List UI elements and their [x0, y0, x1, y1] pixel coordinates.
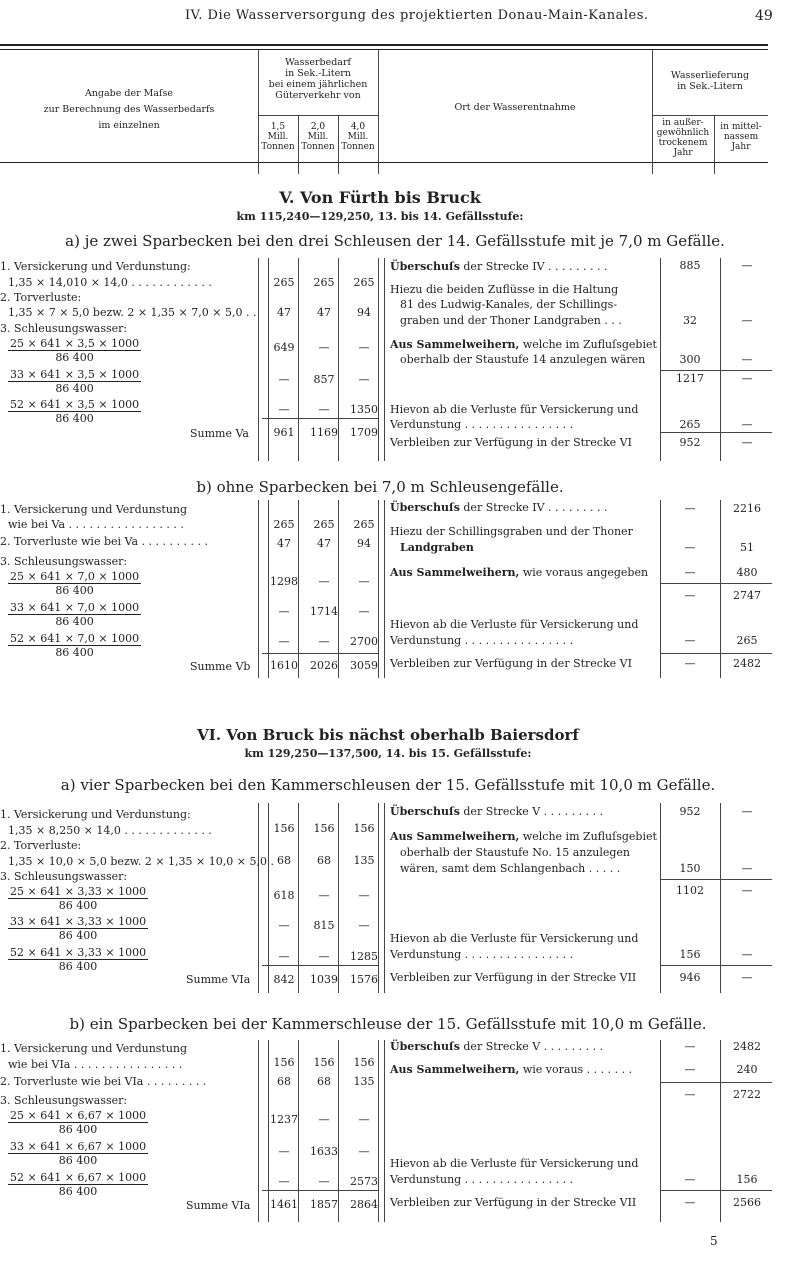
cell: 156	[353, 1056, 375, 1069]
cell: 1298	[270, 575, 298, 588]
cell: —	[358, 919, 370, 932]
va-frac-3	[8, 398, 141, 425]
cell: 618	[273, 889, 295, 902]
hdr-text: 2,0	[310, 122, 326, 132]
cell: 1285	[350, 950, 378, 963]
lief: 156	[679, 948, 701, 961]
va-right-2a: Hiezu die beiden Zuflüsse in die Haltung	[390, 283, 619, 296]
hdr-text: in mittel-	[720, 122, 762, 132]
hdr-text: Tonnen	[341, 142, 375, 152]
bold-text: Überschuſs	[390, 260, 460, 273]
lief: 265	[679, 418, 701, 431]
cell: —	[278, 403, 290, 416]
cell: —	[278, 373, 290, 386]
cell: 1237	[270, 1113, 298, 1126]
hdr-text: in außer-	[662, 118, 704, 128]
cell: 94	[357, 306, 371, 319]
vb-frac-3	[8, 632, 141, 659]
via-right-2b: oberhalb der Staustufe No. 15 anzulegen	[400, 846, 630, 859]
running-head-title: IV. Die Wasserversorgung des projektierten Donau-Main-Kanales.	[185, 8, 649, 23]
vib-right-5: Verbleiben zur Verfügung in der Strecke VII	[390, 1196, 637, 1209]
frac-den: 86 400	[55, 615, 94, 628]
section-va-heading: a) je zwei Sparbecken bei den drei Schleusen der 14. Gefällsstufe mit je 7,0 m Gefälle.	[65, 232, 725, 250]
hdr-text: in Sek.-Litern	[677, 81, 743, 92]
cell: 68	[317, 1075, 331, 1088]
hdr-text: Mill.	[267, 132, 289, 142]
cell: 649	[273, 341, 295, 354]
lief: —	[684, 1088, 696, 1101]
section-v-title: V. Von Fürth bis Bruck	[279, 188, 481, 207]
cell: 47	[317, 306, 331, 319]
text: welche im Zufluſsgebiet	[519, 338, 657, 351]
cell: —	[318, 1113, 330, 1126]
cell: —	[318, 950, 330, 963]
sum-cell: 842	[273, 973, 295, 986]
lief: 1102	[676, 884, 704, 897]
frac-num: 25 × 641 × 6,67 × 1000	[10, 1109, 147, 1122]
hdr-text: nassem	[723, 132, 759, 142]
lief: —	[684, 502, 696, 515]
header-col-bedarf	[258, 57, 378, 101]
sum-cell: 1169	[310, 426, 338, 439]
cell: —	[358, 373, 370, 386]
cell: 68	[277, 1075, 291, 1088]
text: wie voraus . . . . . . .	[519, 1063, 633, 1076]
vib-right-2	[390, 1063, 632, 1077]
via-right-2c: wären, samt dem Schlangenbach . . . . .	[400, 862, 621, 875]
vib-right-1	[390, 1040, 603, 1054]
va-frac-2	[8, 368, 141, 395]
frac-num: 52 × 641 × 7,0 × 1000	[10, 632, 140, 645]
va-right-1	[390, 260, 607, 274]
sum-cell: 1576	[350, 973, 378, 986]
via-right-4a: Hievon ab die Verluste für Versickerung und	[390, 932, 639, 945]
sum-line	[660, 583, 772, 584]
sum-line	[660, 370, 772, 371]
sum-line	[660, 432, 772, 433]
frac-num: 33 × 641 × 7,0 × 1000	[10, 601, 140, 614]
bold-text: Aus Sammelweihern,	[390, 338, 520, 351]
vline	[660, 258, 661, 461]
cell: 815	[313, 919, 335, 932]
hdr-text: in Sek.-Litern	[285, 68, 351, 79]
cell: —	[318, 1175, 330, 1188]
lief: 300	[679, 353, 701, 366]
cell: 1633	[310, 1145, 338, 1158]
cell: —	[358, 1145, 370, 1158]
via-right-4b: Verdunstung . . . . . . . . . . . . . . . .	[390, 948, 574, 961]
va-left-2: 1,35 × 14,010 × 14,0 . . . . . . . . . . . .	[8, 276, 212, 289]
va-left-5: 3. Schleusungswasser:	[0, 322, 128, 335]
text: welche im Zufluſsgebiet	[519, 830, 657, 843]
bold-text: Aus Sammelweihern,	[390, 1063, 520, 1076]
lief: —	[741, 436, 753, 449]
vib-frac-1	[8, 1109, 148, 1136]
sum-line	[660, 1082, 772, 1083]
via-frac-3	[8, 946, 148, 973]
va-left-4: 1,35 × 7 × 5,0 bezw. 2 × 1,35 × 7,0 × 5,0 . .	[8, 306, 257, 319]
vib-right-4b: Verdunstung . . . . . . . . . . . . . . . .	[390, 1173, 574, 1186]
lief: 2566	[733, 1196, 761, 1209]
vib-frac-2	[8, 1140, 148, 1167]
via-right-1	[390, 805, 603, 819]
cell: 47	[317, 537, 331, 550]
cell: 265	[353, 518, 375, 531]
sum-cell: 1857	[310, 1198, 338, 1211]
section-vib-heading: b) ein Sparbecken bei der Kammerschleuse der 15. Gefällsstufe mit 10,0 m Gefälle.	[69, 1015, 707, 1033]
via-right-2	[390, 830, 657, 844]
lief: 480	[736, 566, 758, 579]
via-sum-label: Summe VIa	[186, 973, 251, 986]
cell: —	[318, 341, 330, 354]
lief: 2722	[733, 1088, 761, 1101]
cell: —	[358, 1113, 370, 1126]
vb-left-3: 2. Torverluste wie bei Va . . . . . . . . . .	[0, 535, 208, 548]
cell: 156	[313, 822, 335, 835]
vib-left-2: wie bei VIa . . . . . . . . . . . . . . . .	[8, 1058, 183, 1071]
cell: 2700	[350, 635, 378, 648]
frac-num: 52 × 641 × 3,5 × 1000	[10, 398, 140, 411]
lief: —	[741, 372, 753, 385]
cell: 265	[273, 518, 295, 531]
hdr-text: Tonnen	[261, 142, 295, 152]
lief: —	[684, 589, 696, 602]
frac-num: 33 × 641 × 3,5 × 1000	[10, 368, 140, 381]
cell: 265	[353, 276, 375, 289]
frac-den: 86 400	[55, 412, 94, 425]
vline	[258, 500, 259, 678]
vb-frac-2	[8, 601, 141, 628]
vb-left-1: 1. Versickerung und Verdunstung	[0, 503, 188, 516]
header-tonnen-2	[298, 122, 338, 152]
via-left-5: 3. Schleusungswasser:	[0, 870, 128, 883]
frac-num: 52 × 641 × 3,33 × 1000	[10, 946, 147, 959]
cell: —	[318, 403, 330, 416]
sum-cell: 2026	[310, 659, 338, 672]
vb-right-1	[390, 501, 607, 515]
cell: 1714	[310, 605, 338, 618]
lief: 240	[736, 1063, 758, 1076]
lief: —	[684, 634, 696, 647]
text: der Strecke IV . . . . . . . . .	[459, 501, 608, 514]
frac-num: 33 × 641 × 6,67 × 1000	[10, 1140, 147, 1153]
lief: 32	[683, 314, 697, 327]
text: der Strecke V . . . . . . . . .	[459, 1040, 604, 1053]
via-left-3: 2. Torverluste:	[0, 839, 82, 852]
vline	[384, 803, 385, 993]
frac-num: 25 × 641 × 3,5 × 1000	[10, 337, 140, 350]
cell: —	[278, 635, 290, 648]
vb-left-4: 3. Schleusungswasser:	[0, 555, 128, 568]
hdr-text: zur Berechnung des Wasserbedarfs	[43, 104, 215, 115]
text: wie voraus angegeben	[519, 566, 649, 579]
frac-den: 86 400	[55, 382, 94, 395]
hdr-text: im einzelnen	[98, 120, 160, 131]
va-right-5a: Hievon ab die Verluste für Versickerung und	[390, 403, 639, 416]
cell: 94	[357, 537, 371, 550]
lief: —	[741, 948, 753, 961]
bold-text: Aus Sammelweihern,	[390, 566, 520, 579]
frac-num: 33 × 641 × 3,33 × 1000	[10, 915, 147, 928]
sum-line	[262, 1190, 378, 1191]
va-right-5b: Verdunstung . . . . . . . . . . . . . . . .	[390, 418, 574, 431]
hdr-text: Jahr	[673, 148, 693, 158]
text: der Strecke IV . . . . . . . . .	[459, 260, 608, 273]
va-right-3b: oberhalb der Staustufe 14 anzulegen wären	[400, 353, 646, 366]
lief: —	[741, 259, 753, 272]
vline	[660, 1040, 661, 1222]
vib-sum-label: Summe VIa	[186, 1199, 251, 1212]
cell: —	[278, 1175, 290, 1188]
sum-cell: 1461	[270, 1198, 298, 1211]
sum-cell: 1610	[270, 659, 298, 672]
vb-right-6: Verbleiben zur Verfügung in der Strecke VI	[390, 657, 632, 670]
section-via-heading: a) vier Sparbecken bei den Kammerschleusen der 15. Gefällsstufe mit 10,0 m Gefälle.	[60, 776, 716, 794]
cell: —	[318, 575, 330, 588]
vb-right-5b: Verdunstung . . . . . . . . . . . . . . . .	[390, 634, 574, 647]
vb-right-2a: Hiezu der Schillingsgraben und der Thoner	[390, 525, 633, 538]
cell: 2573	[350, 1175, 378, 1188]
lief: 2482	[733, 1040, 761, 1053]
cell: 68	[277, 854, 291, 867]
cell: 265	[273, 276, 295, 289]
section-v-km: km 115,240—129,250, 13. bis 14. Gefällsstufe:	[236, 210, 524, 223]
va-right-2b: 81 des Ludwig-Kanales, der Schillings-	[400, 298, 618, 311]
vline	[660, 500, 661, 678]
cell: 265	[313, 518, 335, 531]
vib-frac-3	[8, 1171, 148, 1198]
hdr-text: trockenem	[658, 138, 708, 148]
sum-cell: 2864	[350, 1198, 378, 1211]
section-vb-heading: b) ohne Sparbecken bei 7,0 m Schleusengefälle.	[196, 478, 564, 496]
vline	[384, 258, 385, 461]
bold-text: Aus Sammelweihern,	[390, 830, 520, 843]
cell: 265	[313, 276, 335, 289]
via-left-4: 1,35 × 10,0 × 5,0 bezw. 2 × 1,35 × 10,0 × 5,0 .	[8, 855, 274, 868]
vline	[258, 258, 259, 461]
frac-den: 86 400	[55, 351, 94, 364]
cell: 47	[277, 537, 291, 550]
frac-den: 86 400	[58, 1185, 98, 1198]
frac-den: 86 400	[55, 646, 94, 659]
cell: 156	[273, 822, 295, 835]
vb-right-5a: Hievon ab die Verluste für Versickerung und	[390, 618, 639, 631]
header-col-ort: Ort der Wasserentnahme	[454, 102, 576, 113]
lief: —	[741, 862, 753, 875]
header-tonnen-1	[258, 122, 298, 152]
va-right-2c: graben und der Thoner Landgraben . . .	[400, 314, 622, 327]
cell: —	[278, 950, 290, 963]
sum-cell: 961	[273, 426, 295, 439]
lief: 265	[736, 634, 758, 647]
signature-mark: 5	[710, 1234, 718, 1248]
page-number: 49	[755, 8, 773, 24]
via-left-2: 1,35 × 8,250 × 14,0 . . . . . . . . . . . . .	[8, 824, 212, 837]
header-tonnen-3	[338, 122, 378, 152]
sum-line	[262, 418, 378, 419]
header-col-masse	[0, 88, 258, 131]
sum-line	[660, 879, 772, 880]
frac-den: 86 400	[58, 1154, 98, 1167]
cell: —	[358, 341, 370, 354]
lief: —	[684, 566, 696, 579]
vb-sum-label: Summe Vb	[190, 660, 251, 673]
lief: 2216	[733, 502, 761, 515]
frac-den: 86 400	[58, 960, 98, 973]
via-frac-2	[8, 915, 148, 942]
vline	[258, 803, 259, 993]
vib-left-1: 1. Versickerung und Verdunstung	[0, 1042, 188, 1055]
section-vi-km: km 129,250—137,500, 14. bis 15. Gefällsstufe:	[244, 747, 532, 760]
hdr-hline	[652, 115, 768, 116]
frac-num: 52 × 641 × 6,67 × 1000	[10, 1171, 147, 1184]
lief: 150	[679, 862, 701, 875]
hdr-text: Tonnen	[301, 142, 335, 152]
lief: —	[684, 1196, 696, 1209]
sum-line	[262, 965, 378, 966]
header-lief-nass	[714, 122, 768, 152]
text: der Strecke V . . . . . . . . .	[459, 805, 604, 818]
lief: 2747	[733, 589, 761, 602]
cell: 135	[353, 854, 375, 867]
frac-num: 25 × 641 × 3,33 × 1000	[10, 885, 147, 898]
header-lief-trocken	[652, 118, 714, 158]
sum-line	[262, 653, 378, 654]
lief: —	[684, 1063, 696, 1076]
vb-right-3	[390, 566, 648, 580]
vb-right-2b: Landgraben	[400, 541, 474, 554]
sum-cell: 1039	[310, 973, 338, 986]
lief: 2482	[733, 657, 761, 670]
header-col-lieferung	[652, 70, 768, 92]
cell: 47	[277, 306, 291, 319]
lief: —	[741, 353, 753, 366]
vline	[258, 1040, 259, 1222]
vline	[384, 500, 385, 678]
frac-den: 86 400	[55, 584, 94, 597]
va-frac-1	[8, 337, 141, 364]
cell: —	[358, 889, 370, 902]
lief: —	[741, 884, 753, 897]
hdr-text: gewöhnlich	[656, 128, 710, 138]
va-sum-label: Summe Va	[190, 427, 249, 440]
hdr-text: Wasserlieferung	[670, 70, 750, 81]
lief: —	[684, 1040, 696, 1053]
via-left-1: 1. Versickerung und Verdunstung:	[0, 808, 191, 821]
lief: —	[741, 314, 753, 327]
cell: 156	[353, 822, 375, 835]
lief: —	[741, 805, 753, 818]
cell: —	[358, 575, 370, 588]
vb-frac-1	[8, 570, 141, 597]
hdr-text: Mill.	[347, 132, 369, 142]
lief: —	[741, 971, 753, 984]
va-left-1: 1. Versickerung und Verdunstung:	[0, 260, 191, 273]
hdr-text: 4,0	[350, 122, 366, 132]
hdr-text: Angabe der Maſse	[84, 88, 174, 99]
hdr-text: Mill.	[307, 132, 329, 142]
via-frac-1	[8, 885, 148, 912]
cell: 135	[353, 1075, 375, 1088]
sum-cell: 1709	[350, 426, 378, 439]
hdr-text: Jahr	[731, 142, 751, 152]
lief: 885	[679, 259, 701, 272]
hdr-text: 1,5	[270, 122, 286, 132]
hdr-text: Wasserbedarf	[284, 57, 352, 68]
cell: —	[278, 605, 290, 618]
vib-right-4a: Hievon ab die Verluste für Versickerung und	[390, 1157, 639, 1170]
hdr-text: bei einem jährlichen	[268, 79, 368, 90]
lief: 952	[679, 436, 701, 449]
frac-den: 86 400	[58, 1123, 98, 1136]
cell: —	[318, 889, 330, 902]
header-rule-top	[0, 44, 768, 46]
va-left-3: 2. Torverluste:	[0, 291, 82, 304]
cell: 68	[317, 854, 331, 867]
lief: —	[741, 418, 753, 431]
lief: 51	[740, 541, 754, 554]
cell: —	[278, 1145, 290, 1158]
vline	[720, 258, 721, 461]
va-right-3	[390, 338, 657, 352]
lief: —	[684, 1173, 696, 1186]
cell: 156	[313, 1056, 335, 1069]
hdr-hline	[258, 115, 378, 116]
frac-den: 86 400	[58, 899, 98, 912]
bold-text: Überschuſs	[390, 1040, 460, 1053]
vib-left-4: 3. Schleusungswasser:	[0, 1094, 128, 1107]
vib-left-3: 2. Torverluste wie bei VIa . . . . . . . . .	[0, 1075, 207, 1088]
bold-text: Überschuſs	[390, 805, 460, 818]
frac-num: 25 × 641 × 7,0 × 1000	[10, 570, 140, 583]
cell: —	[318, 635, 330, 648]
lief: —	[684, 657, 696, 670]
frac-den: 86 400	[58, 929, 98, 942]
va-right-6: Verbleiben zur Verfügung in der Strecke VI	[390, 436, 632, 449]
section-vi-title: VI. Von Bruck bis nächst oberhalb Baiersdorf	[197, 726, 579, 744]
cell: 1350	[350, 403, 378, 416]
via-right-5: Verbleiben zur Verfügung in der Strecke VII	[390, 971, 637, 984]
lief: 952	[679, 805, 701, 818]
sum-line	[660, 965, 772, 966]
vb-left-2: wie bei Va . . . . . . . . . . . . . . . . .	[8, 518, 184, 531]
bold-text: Überschuſs	[390, 501, 460, 514]
hdr-text: Güterverkehr von	[275, 90, 361, 101]
vline	[720, 1040, 721, 1222]
cell: —	[358, 605, 370, 618]
vline	[384, 1040, 385, 1222]
vline	[720, 500, 721, 678]
cell: 156	[273, 1056, 295, 1069]
cell: 857	[313, 373, 335, 386]
sum-cell: 3059	[350, 659, 378, 672]
sum-line	[660, 1190, 772, 1191]
lief: 946	[679, 971, 701, 984]
cell: —	[278, 919, 290, 932]
lief: —	[684, 541, 696, 554]
sum-line	[660, 653, 772, 654]
lief: 156	[736, 1173, 758, 1186]
lief: 1217	[676, 372, 704, 385]
